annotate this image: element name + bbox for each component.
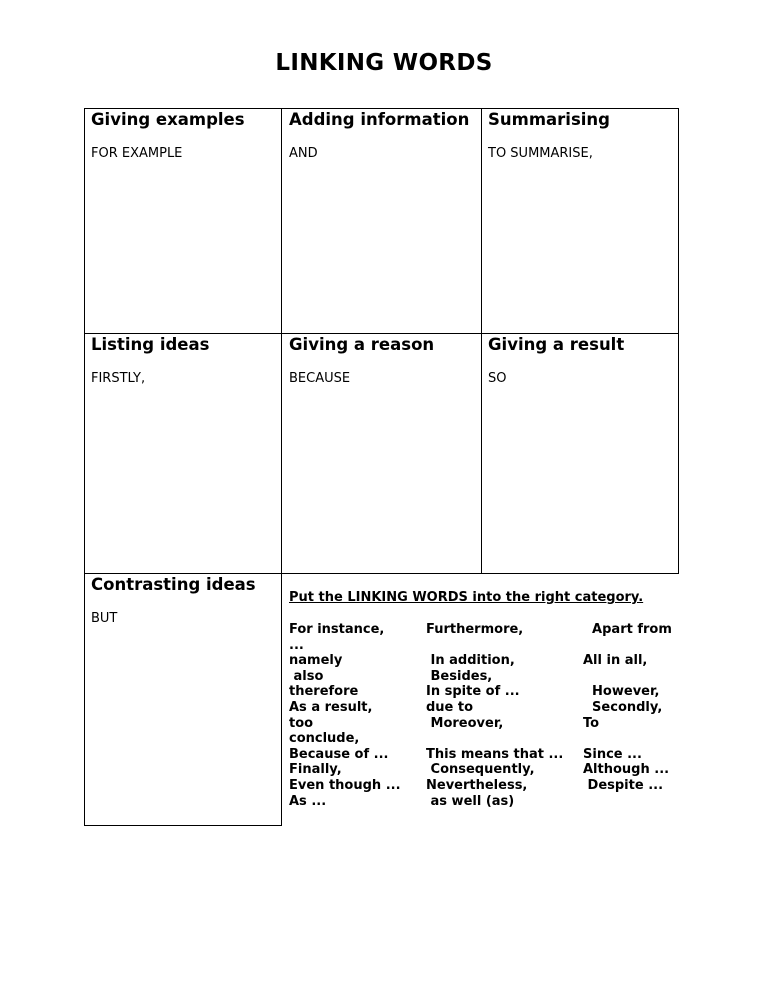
table-row-divider-1	[84, 333, 679, 334]
category-starter-word: BECAUSE	[289, 371, 351, 386]
category-starter-word: SO	[488, 371, 507, 386]
category-heading: Summarising	[488, 110, 610, 129]
category-starter-word: FIRSTLY,	[91, 371, 146, 386]
category-heading: Giving a reason	[289, 335, 435, 354]
category-heading: Contrasting ideas	[91, 575, 256, 594]
category-heading: Giving examples	[91, 110, 245, 129]
category-heading: Giving a result	[488, 335, 625, 354]
table-border-bottom	[84, 825, 282, 826]
table-row-divider-2	[84, 573, 679, 574]
word-bank-column-1: For instance, ... namely also therefore As a result, too conclude, Because of ... Finally, Even though ... As ...	[289, 622, 401, 809]
category-starter-word: FOR EXAMPLE	[91, 146, 183, 161]
page-title: LINKING WORDS	[275, 50, 493, 76]
category-heading: Adding information	[289, 110, 470, 129]
table-col-divider-1	[281, 108, 282, 826]
word-bank-column-2: Furthermore, In addition, Besides, In spite of ... due to Moreover, This means that ... Consequently, Nevertheless, as well (as)	[426, 622, 564, 809]
table-border-right	[678, 108, 679, 573]
table-border-top	[84, 108, 679, 109]
table-border-left	[84, 108, 85, 826]
category-starter-word: BUT	[91, 611, 118, 626]
category-starter-word: AND	[289, 146, 318, 161]
category-starter-word: TO SUMMARISE,	[488, 146, 593, 161]
table-col-divider-2	[481, 108, 482, 573]
instruction-text: Put the LINKING WORDS into the right category.	[289, 590, 644, 605]
category-heading: Listing ideas	[91, 335, 210, 354]
word-bank-column-3: Apart from All in all, However, Secondly, To Since ... Although ... Despite ...	[583, 622, 672, 793]
